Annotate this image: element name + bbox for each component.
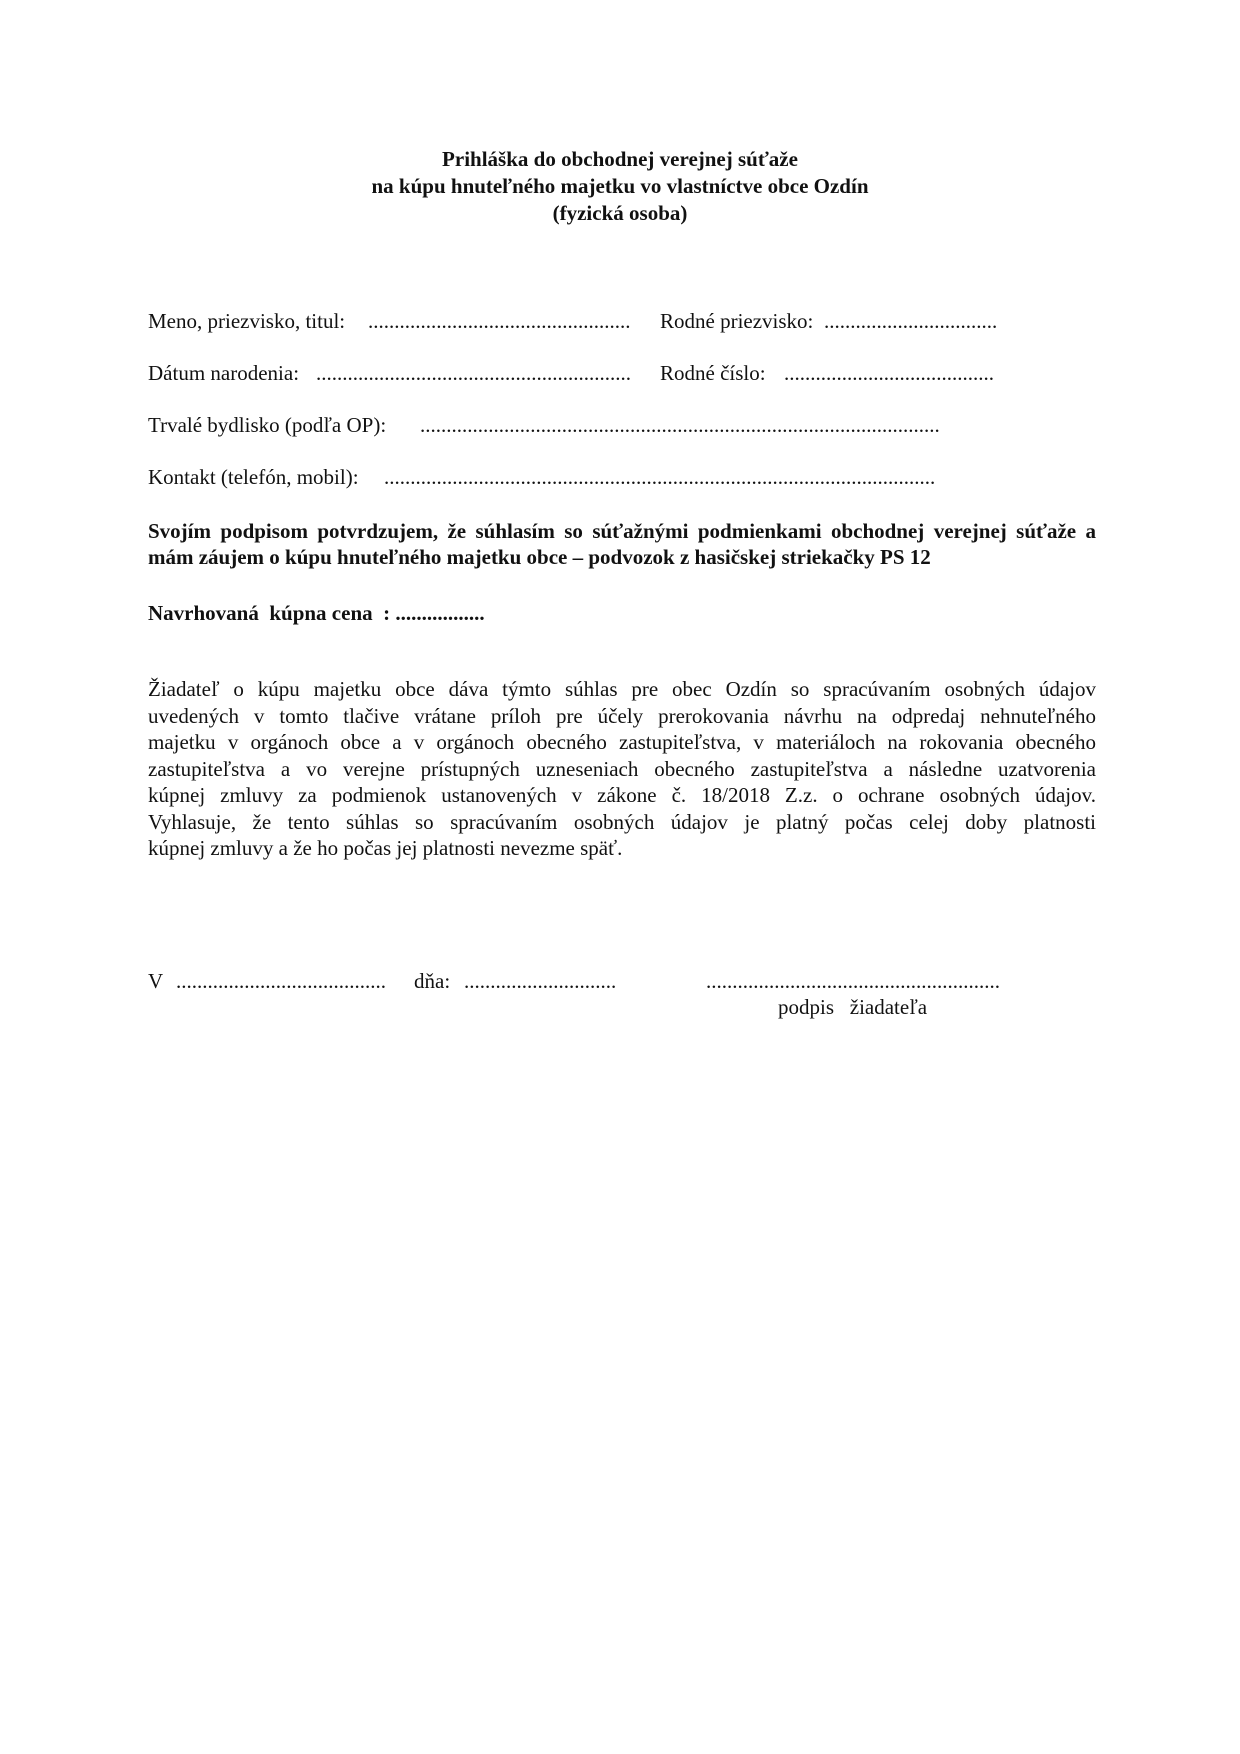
title-line-2: na kúpu hnuteľného majetku vo vlastníctve obce Ozdín <box>371 174 869 198</box>
form-title <box>0 146 1240 227</box>
place-label: V <box>148 969 164 993</box>
contact-row <box>148 464 1096 490</box>
consent-line: kúpnej zmluvy a že ho počas jej platnosti nevezme späť. <box>148 836 623 860</box>
title-line-3: (fyzická osoba) <box>552 201 688 225</box>
place-field[interactable]: ........................................ <box>176 969 386 993</box>
residence-field[interactable]: ................................................................................................... <box>420 413 940 437</box>
consent-statement: Svojím podpisom potvrdzujem, že súhlasím so súťažnými podmienkami obchodnej verejnej súťaže a mám záujem o kúpu hnuteľného majetku obce – podvozok z hasičskej striekačky PS 12 <box>148 519 1096 569</box>
birth-surname-field[interactable]: ................................. <box>824 309 998 333</box>
birth-number-field[interactable]: ........................................ <box>784 361 994 385</box>
name-field[interactable]: .................................................. <box>368 309 631 333</box>
birth-surname-label: Rodné priezvisko: <box>660 309 814 333</box>
price-field[interactable]: ................. <box>395 601 485 625</box>
price-row <box>148 600 485 626</box>
consent-line: Žiadateľ o kúpu majetku obce dáva týmto súhlas pre obec Ozdín so spracúvaním osobných údajov <box>148 677 1096 701</box>
name-row <box>148 308 1096 334</box>
signature-field[interactable]: ........................................................ <box>706 969 1000 993</box>
birth-row <box>148 360 1096 386</box>
contact-field[interactable]: ......................................................................................................... <box>384 465 936 489</box>
consent-line: majetku v orgánoch obce a v orgánoch obecného zastupiteľstva, v materiáloch na rokovania obecného <box>148 730 1096 754</box>
consent-line: uvedených v tomto tlačive vrátane príloh pre účely prerokovania návrhu na odpredaj nehnuteľného <box>148 703 1096 728</box>
birth-date-field[interactable]: ............................................................ <box>316 361 631 385</box>
name-label: Meno, priezvisko, titul: <box>148 309 346 333</box>
gdpr-consent-paragraph <box>148 676 1096 862</box>
date-label: dňa: <box>414 969 451 993</box>
price-label: Navrhovaná kúpna cena : <box>148 601 391 625</box>
consent-line: Vyhlasuje, že tento súhlas so spracúvaním osobných údajov je platný počas celej doby platnosti <box>148 809 1096 834</box>
residence-label: Trvalé bydlisko (podľa OP): <box>148 413 387 437</box>
birth-number-label: Rodné číslo: <box>660 361 766 385</box>
contact-label: Kontakt (telefón, mobil): <box>148 465 359 489</box>
residence-row <box>148 412 1096 438</box>
consent-line: kúpnej zmluvy za podmienok ustanovených v zákone č. 18/2018 Z.z. o ochrane osobných údajov. <box>148 783 1096 807</box>
consent-line: zastupiteľstva a vo verejne prístupných uzneseniach obecného zastupiteľstva a následne uzatvorenia <box>148 756 1096 781</box>
birth-date-label: Dátum narodenia: <box>148 361 300 385</box>
signature-row <box>148 968 1096 994</box>
date-field[interactable]: ............................. <box>464 969 617 993</box>
title-line-1: Prihláška do obchodnej verejnej súťaže <box>442 147 798 171</box>
signature-label: podpis žiadateľa <box>778 995 928 1019</box>
